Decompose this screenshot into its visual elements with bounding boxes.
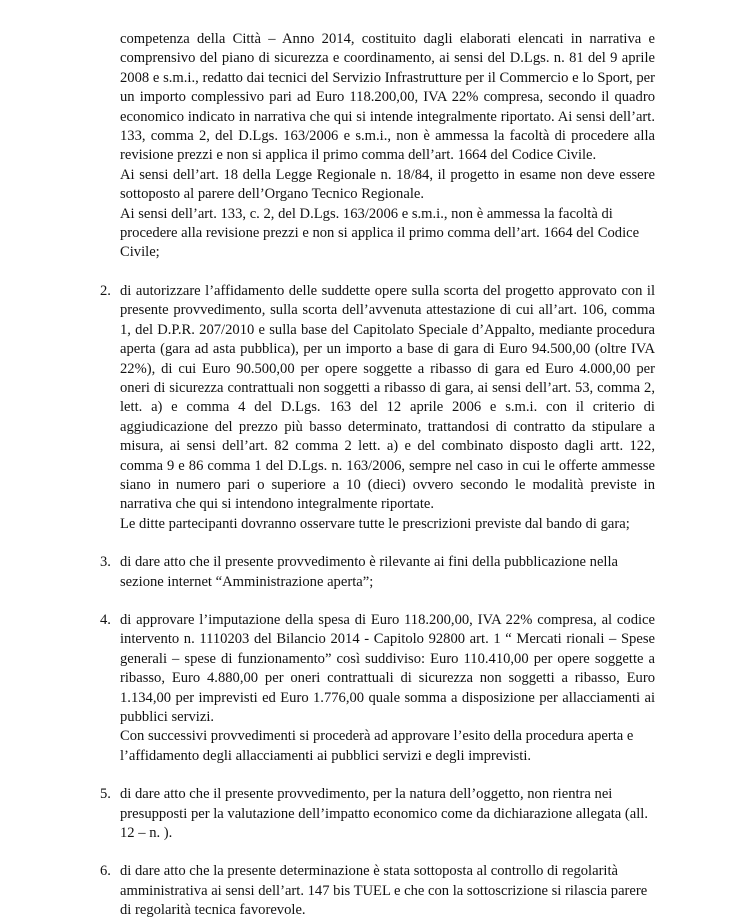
list-item-paragraph: Le ditte partecipanti dovranno osservare tutte le prescrizioni previste dal bando di gara; — [120, 515, 630, 532]
list-item-number: 4. — [100, 611, 111, 628]
list-item-paragraph: di dare atto che la presente determinazione è stata sottoposta al controllo di regolarità amministrativa ai sensi dell’art. 147 bis TUEL e che con la sottoscrizione si rilascia parere di regolarità tecnica favorevole. — [120, 863, 648, 919]
list-item — [100, 785, 655, 843]
list-item-number: 5. — [100, 786, 111, 803]
list-item — [100, 611, 655, 766]
list-item — [100, 282, 655, 534]
list-item-paragraph: di autorizzare l’affidamento delle suddette opere sulla scorta del progetto approvato con il presente provvedimento, sulla scorta dell’avvenuta attestazione di cui all’art. 106, comma 1, del D.P.R. 207/2010 e sulla base del Capitolato Speciale d’Appalto, mediante procedura aperta (gara ad asta pubblica), per un importo a base di gara di Euro 94.500,00 (oltre IVA 22%), di cui Euro 90.500,00 per opere soggette a ribasso di gara ed Euro 4.000,00 per oneri di sicurezza contrattuali non soggetti a ribasso di gara, ai sensi dell’art. 53, comma 2, lett. a) e comma 4 del D.Lgs. 163 del 12 aprile 2006 e s.m.i. con il criterio di aggiudicazione del prezzo più basso determinato, trattandosi di contratto da stipulare a misura, ai sensi dell’art. 82 comma 2 lett. a) e del combinato disposto dagli artt. 122, comma 9 e 86 comma 1 del D.Lgs. n. 163/2006, sempre nel caso in cui le offerte ammesse siano in numero pari o superiore a 10 (dieci) ovvero secondo le modalità previste in narrativa che qui si intendono integralmente riportate. — [120, 282, 655, 513]
lead-paragraph-block — [120, 30, 655, 263]
list-item-paragraph: Con successivi provvedimenti si procederà ad approvare l’esito della procedura aperta e l’affidamento degli allacciamenti ai pubblici servizi e degli imprevisti. — [120, 728, 634, 764]
list-item-paragraph: di dare atto che il presente provvedimento è rilevante ai fini della pubblicazione nella sezione internet “Amministrazione aperta”; — [120, 554, 619, 590]
list-item — [100, 553, 655, 592]
list-item-paragraph: di approvare l’imputazione della spesa di Euro 118.200,00, IVA 22% compresa, al codice intervento n. 1110203 del Bilancio 2014 - Capitolo 92800 art. 1 “ Mercati rionali – Spese generali – spese di funzionamento” così suddiviso: Euro 110.410,00 per opere soggette a ribasso, Euro 4.880,00 per oneri contrattuali di sicurezza non soggetti a ribasso, Euro 1.134,00 per imprevisti ed Euro 1.776,00 quale somma a disposizione per allacciamenti ai pubblici servizi. — [120, 611, 655, 725]
list-item — [100, 862, 655, 920]
list-item-number: 6. — [100, 863, 111, 880]
list-item-paragraph: di dare atto che il presente provvedimento, per la natura dell’oggetto, non rientra nei presupposti per la valutazione dell’impatto economico come da dichiarazione allegata (all. 12 – n. ). — [120, 786, 648, 842]
lead-paragraph-2: Ai sensi dell’art. 18 della Legge Regionale n. 18/84, il progetto in esame non deve essere sottoposto al parere dell’Organo Tecnico Regionale. — [120, 166, 655, 203]
lead-paragraph-1: competenza della Città – Anno 2014, costituito dagli elaborati elencati in narrativa e comprensivo del piano di sicurezza e coordinamento, ai sensi del D.Lgs. n. 81 del 9 aprile 2008 e s.m.i., redatto dai tecnici del Servizio Infrastrutture per il Commercio e lo Sport, per un importo complessivo pari ad Euro 118.200,00, IVA 22% compresa, secondo il quadro economico indicato in narrativa che qui si intende integralmente riportato. Ai sensi dell’art. 133, comma 2, del D.Lgs. 163/2006 e s.m.i., non è ammessa la facoltà di procedere alla revisione prezzi e non si applica il primo comma dell’art. 1664 del Codice Civile. — [120, 31, 655, 164]
lead-paragraph-3: Ai sensi dell’art. 133, c. 2, del D.Lgs. 163/2006 e s.m.i., non è ammessa la facoltà di procedere alla revisione prezzi e non si applica il primo comma dell’art. 1664 del Codice Civile; — [120, 205, 640, 261]
list-item-number: 3. — [100, 554, 111, 571]
list-item-number: 2. — [100, 282, 111, 299]
document-body — [100, 30, 655, 921]
